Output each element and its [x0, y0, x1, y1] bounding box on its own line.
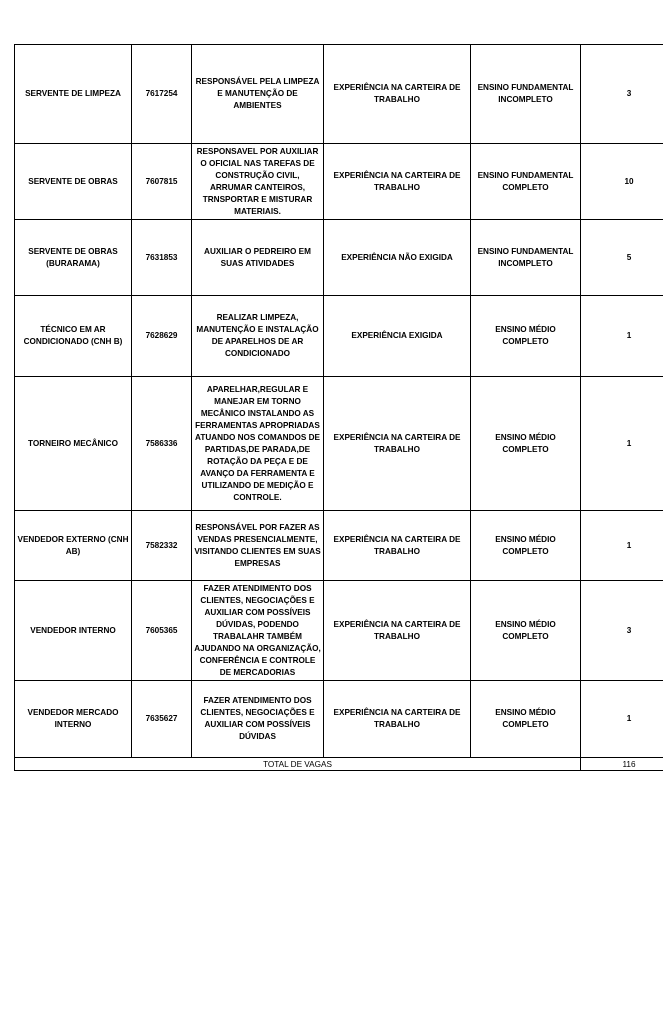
job-title-cell: VENDEDOR INTERNO	[15, 581, 132, 681]
job-title-cell: SERVENTE DE LIMPEZA	[15, 45, 132, 144]
job-title-cell: SERVENTE DE OBRAS (BURARAMA)	[15, 220, 132, 296]
education-cell: ENSINO FUNDAMENTAL COMPLETO	[471, 144, 581, 220]
vacancy-code-cell: 7631853	[132, 220, 192, 296]
description-cell: RESPONSÁVEL POR FAZER AS VENDAS PRESENCIALMENTE, VISITANDO CLIENTES EM SUAS EMPRESAS	[192, 511, 324, 581]
vacancies-count-cell: 3	[581, 45, 663, 144]
vacancies-count-cell: 10	[581, 144, 663, 220]
table-row	[15, 45, 663, 144]
total-value: 116	[581, 758, 663, 771]
education-cell: ENSINO FUNDAMENTAL INCOMPLETO	[471, 220, 581, 296]
vacancy-code-cell: 7617254	[132, 45, 192, 144]
description-cell	[192, 581, 324, 681]
total-label: TOTAL DE VAGAS	[15, 758, 581, 771]
job-title-cell: TORNEIRO MECÂNICO	[15, 377, 132, 511]
experience-cell: EXPERIÊNCIA NA CARTEIRA DE TRABALHO	[324, 377, 471, 511]
experience-cell: EXPERIÊNCIA NA CARTEIRA DE TRABALHO	[324, 511, 471, 581]
job-title-cell: VENDEDOR EXTERNO (CNH AB)	[15, 511, 132, 581]
experience-cell: EXPERIÊNCIA EXIGIDA	[324, 296, 471, 377]
experience-cell: EXPERIÊNCIA NA CARTEIRA DE TRABALHO	[324, 45, 471, 144]
description-cell: APARELHAR,REGULAR E MANEJAR EM TORNO MECÂNICO INSTALANDO AS FERRAMENTAS APROPRIADAS ATUANDO NOS COMANDOS DE PARTIDAS,DE PARADA,DE ROTAÇÃO DA PEÇA E DE AVANÇO DA FERRAMENTA E UTILIZANDO DE MEDIÇÃO E CONTROLE.	[192, 377, 324, 511]
vacancy-code-cell: 7628629	[132, 296, 192, 377]
vacancies-count-cell: 1	[581, 296, 663, 377]
description-cell: FAZER ATENDIMENTO DOS CLIENTES, NEGOCIAÇÕES E AUXILIAR COM POSSÍVEIS DÚVIDAS	[192, 681, 324, 758]
job-title-cell: VENDEDOR MERCADO INTERNO	[15, 681, 132, 758]
description-text: FAZER ATENDIMENTO DOS CLIENTES, NEGOCIAÇÕES E AUXILIAR COM POSSÍVEIS DÚVIDAS, PODENDO TRABALAHR TAMBÉM AJUDANDO NA ORGANIZAÇÃO, CONFERÊNCIA E CONTROLE DE MERCADORIAS	[194, 584, 321, 677]
description-cell: RESPONSAVEL POR AUXILIAR O OFICIAL NAS TAREFAS DE CONSTRUÇÃO CIVIL, ARRUMAR CANTEIROS, TRNSPORTAR E MISTURAR MATERIAIS.	[192, 144, 324, 220]
education-cell: ENSINO MÉDIO COMPLETO	[471, 681, 581, 758]
vacancies-count-cell: 1	[581, 377, 663, 511]
table-row	[15, 581, 663, 681]
education-cell: ENSINO MÉDIO COMPLETO	[471, 511, 581, 581]
vacancy-code-cell: 7607815	[132, 144, 192, 220]
vacancy-code-cell: 7586336	[132, 377, 192, 511]
job-title-cell: TÉCNICO EM AR CONDICIONADO (CNH B)	[15, 296, 132, 377]
description-cell: RESPONSÁVEL PELA LIMPEZA E MANUTENÇÃO DE AMBIENTES	[192, 45, 324, 144]
description-cell: AUXILIAR O PEDREIRO EM SUAS ATIVIDADES	[192, 220, 324, 296]
table-row	[15, 296, 663, 377]
experience-cell: EXPERIÊNCIA NA CARTEIRA DE TRABALHO	[324, 581, 471, 681]
experience-cell: EXPERIÊNCIA NA CARTEIRA DE TRABALHO	[324, 144, 471, 220]
table-row	[15, 220, 663, 296]
table-row	[15, 681, 663, 758]
education-cell: ENSINO MÉDIO COMPLETO	[471, 377, 581, 511]
vacancies-count-cell: 1	[581, 511, 663, 581]
total-row	[15, 758, 663, 771]
education-cell: ENSINO MÉDIO COMPLETO	[471, 581, 581, 681]
vacancies-count-cell: 5	[581, 220, 663, 296]
education-cell: ENSINO FUNDAMENTAL INCOMPLETO	[471, 45, 581, 144]
experience-cell: EXPERIÊNCIA NA CARTEIRA DE TRABALHO	[324, 681, 471, 758]
vacancy-code-cell: 7635627	[132, 681, 192, 758]
vacancy-code-cell: 7582332	[132, 511, 192, 581]
table-row	[15, 377, 663, 511]
vacancy-table	[14, 44, 663, 771]
experience-cell: EXPERIÊNCIA NÃO EXIGIDA	[324, 220, 471, 296]
education-cell: ENSINO MÉDIO COMPLETO	[471, 296, 581, 377]
job-title-cell: SERVENTE DE OBRAS	[15, 144, 132, 220]
vacancies-count-cell: 3	[581, 581, 663, 681]
vacancy-code-cell: 7605365	[132, 581, 192, 681]
table-row	[15, 511, 663, 581]
vacancies-count-cell: 1	[581, 681, 663, 758]
description-cell: REALIZAR LIMPEZA, MANUTENÇÃO E INSTALAÇÃO DE APARELHOS DE AR CONDICIONADO	[192, 296, 324, 377]
table-row	[15, 144, 663, 220]
